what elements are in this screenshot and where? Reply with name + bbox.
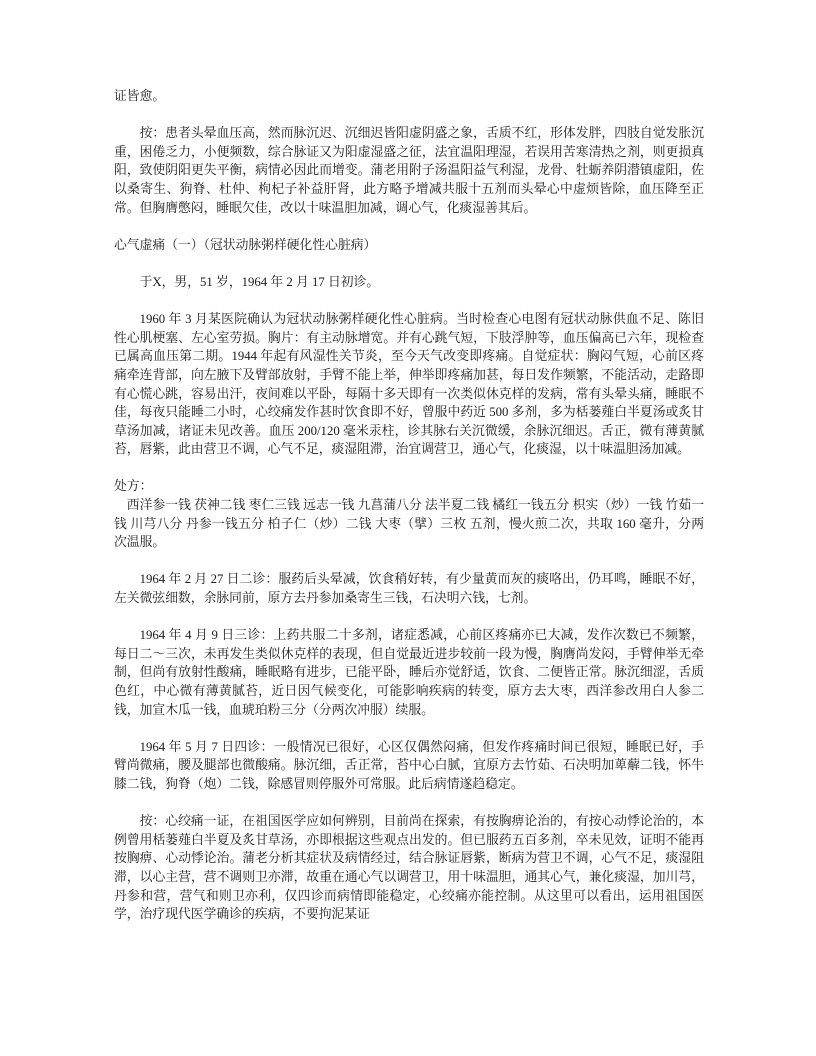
paragraph-fourth-visit: 1964 年 5 月 7 日四诊：一般情况已很好，心区仅偶然闷痛，但发作疼痛时间已很短，睡眠已好，手臂尚微痛，腰及腿部也微酸痛。脉沉细，舌正常，苔中心白腻，宜原方去竹茹、石决明加萆薢二钱，怀牛膝二钱，狗脊（炮）二钱，除感冒则停服外可常服。此后病情遂趋稳定。 — [114, 739, 704, 791]
paragraph-closing-note: 按：心绞痛一证，在祖国医学应如何辨别，目前尚在探索，有按胸痹论治的，有按心动悸论治的，本例曾用栝蒌薤白半夏及炙甘草汤，亦即根据这些观点出发的。但已服药五百多剂，卒未见效，证明不能再按胸痹、心动悸论治。蒲老分析其症状及病情经过，结合脉证唇紫，断病为营卫不调，心气不足，痰湿阻滞，以心主营，营不调则卫亦滞，故重在通心气以调营卫，用十味温胆，通其心气，兼化痰湿，加川芎，丹参和营，营气和则卫亦利，仅四诊而病情即能稳定，心绞痛亦能控制。从这里可以看出，运用祖国医学，治疗现代医学确诊的疾病，不要拘泥某证 — [114, 814, 704, 922]
paragraph-patient-info: 于X，男，51 岁，1964 年 2 月 17 日初诊。 — [139, 274, 380, 289]
prescription-label: 处方： — [114, 479, 153, 494]
paragraph-first-visit: 1960 年 3 月某医院确认为冠状动脉粥样硬化性心脏病。当时检查心电图有冠状动脉供血不足、陈旧性心肌梗塞、左心室劳损。胸片：有主动脉增宽。并有心跳气短，下肢浮肿等，血压偏高已六年，现检查已属高血压第二期。1944 年起有风湿性关节炎，至今天气改变即疼痛。自觉症状：胸闷气短，心前区疼痛牵连背部，向左腋下及臂部放射，手臂不能上举，伸举即疼痛加甚，每日发作频繁，不能活动，走路即有心慌心跳，容易出汗，夜间难以平卧，每隔十多天即有一次类似休克样的发病，常有头晕头痛，睡眠不佳，每夜只能睡二小时，心绞痛发作甚时饮食即不好，曾服中药近 500 多剂，多为栝蒌薤白半夏汤或炙甘草汤加减，诸证未见改善。血压 200/120 毫米汞柱，诊其脉右关沉微缓，余脉沉细迟。舌正，微有薄黄腻苔，唇紫，此由营卫不调，心气不足，痰湿阻滞，治宜调营卫，通心气，化痰湿，以十味温胆汤加减。 — [114, 312, 704, 457]
section-heading: 心气虚痛（一）（冠状动脉粥样硬化性心脏病） — [114, 237, 377, 252]
paragraph-third-visit: 1964 年 4 月 9 日三诊：上药共服二十多剂，诸症悉减，心前区疼痛亦已大减，发作次数已不频繁，每日二～三次，未再发生类似休克样的表现，但自觉最近进步较前一段为慢，胸膺尚发闷，手臂伸举无牵制，但尚有放射性酸痛，睡眠略有进步，已能平卧，睡后亦觉舒适，饮食、二便皆正常。脉沉细涩，舌质色红，中心微有薄黄腻苔，近日因气候变化，可能影响疾病的转变，原方去大枣，西洋参改用白人参二钱，加宣木瓜一钱，血琥珀粉三分（分两次冲服）续服。 — [114, 628, 704, 717]
paragraph-second-visit: 1964 年 2 月 27 日二诊：服药后头晕减，饮食稍好转，有少量黄而灰的痰咯出，仍耳鸣，睡眠不好，左关微弦细数，余脉同前，原方去丹参加桑寄生三钱，石决明六钱，七剂。 — [114, 572, 704, 606]
document-page — [114, 87, 704, 924]
paragraph-prescription: 西洋参一钱 茯神二钱 枣仁三钱 远志一钱 九菖蒲八分 法半夏二钱 橘红一钱五分 枳实（炒）一钱 竹茹一钱 川芎八分 丹参一钱五分 柏子仁（炒）二钱 大枣（擘）三枚 五剂，慢火煎二次，共取 160 毫升，分两次温服。 — [114, 498, 704, 550]
paragraph-continuation: 证皆愈。 — [114, 89, 166, 103]
paragraph-editor-note: 按：患者头晕血压高，然而脉沉迟、沉细迟皆阳虚阴盛之象，舌质不红，形体发胖，四肢自觉发胀沉重，困倦乏力，小便频数，综合脉证又为阳虚湿盛之征，法宜温阳理湿，若误用苦寒清热之剂，则更损真阳，致使阴阳更失平衡，病情必因此而增变。蒲老用附子汤温阳益气利湿，龙骨、牡蛎养阴潜镇虚阳，佐以桑寄生、狗脊、杜仲、枸杞子补益肝肾，此方略予增减共服十五剂而头晕心中虚烦皆除，血压降至正常。但胸膺憋闷，睡眠欠佳，改以十味温胆加减，调心气，化痰湿善其后。 — [114, 126, 704, 215]
